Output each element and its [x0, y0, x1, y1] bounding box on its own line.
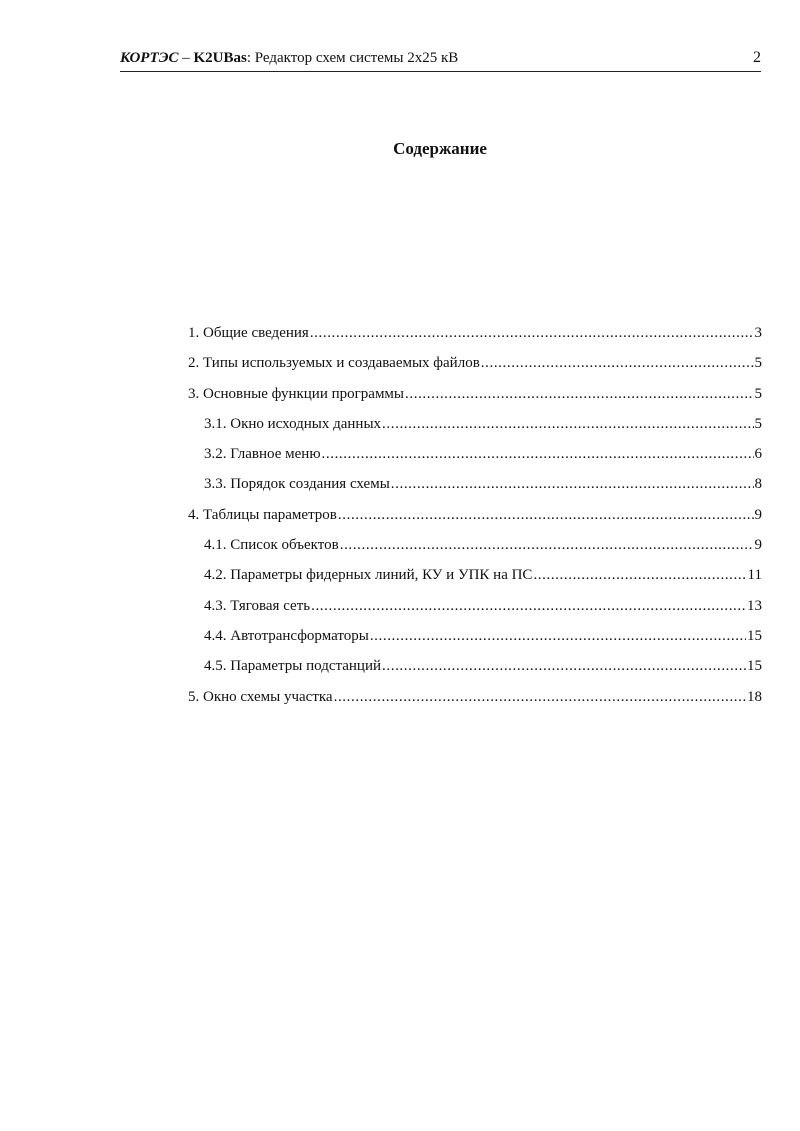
toc-entry[interactable] — [188, 621, 762, 651]
header-page-number: 2 — [753, 49, 761, 66]
toc-dot-leader — [310, 318, 754, 348]
toc-entry[interactable] — [188, 469, 762, 499]
toc-dot-leader — [334, 682, 746, 712]
toc-entry-label: 2. Типы используемых и создаваемых файлов — [188, 355, 480, 372]
page-title: Содержание — [393, 139, 487, 158]
toc-entry-label: 4.3. Тяговая сеть — [204, 597, 311, 614]
toc-entry-page: 11 — [747, 567, 762, 584]
toc-dot-leader — [382, 651, 746, 681]
toc-entry[interactable] — [188, 530, 762, 560]
toc-entry-label: 3.2. Главное меню — [204, 446, 321, 463]
header-product: K2UBas — [193, 50, 247, 66]
toc-entry-page: 3 — [754, 325, 762, 341]
toc-entry-label: 4.2. Параметры фидерных линий, КУ и УПК на ПС — [204, 567, 533, 584]
toc-entry[interactable] — [188, 379, 762, 409]
toc-entry-label: 3. Основные функции программы — [188, 385, 405, 402]
toc-entry-label: 3.3. Порядок создания схемы — [204, 476, 390, 493]
page-header — [120, 47, 761, 72]
toc-entry-label: 4. Таблицы параметров — [188, 506, 337, 523]
toc-dot-leader — [481, 348, 754, 378]
toc-entry-page: 13 — [747, 597, 762, 614]
toc-dot-leader — [391, 469, 754, 499]
toc-entry-label: 5. Окно схемы участка — [188, 688, 333, 705]
toc-entry-page: 8 — [754, 476, 762, 493]
header-title — [120, 47, 458, 69]
toc-entry[interactable] — [188, 409, 762, 439]
header-brand: КОРТЭС — [120, 50, 179, 66]
toc-entry-page: 5 — [754, 355, 762, 372]
toc-dot-leader — [533, 560, 746, 590]
toc-entry-page: 9 — [754, 537, 762, 554]
toc-entry-page: 9 — [754, 506, 762, 523]
toc-entry-label: 1. Общие сведения — [188, 325, 309, 341]
toc-dot-leader — [370, 621, 746, 651]
toc-dot-leader — [382, 409, 753, 439]
table-of-contents — [188, 318, 762, 712]
toc-dot-leader — [340, 530, 754, 560]
toc-entry[interactable] — [188, 500, 762, 530]
toc-entry[interactable] — [188, 318, 762, 348]
toc-entry-label: 4.5. Параметры подстанций — [204, 658, 382, 675]
toc-entry[interactable] — [188, 682, 762, 712]
toc-entry-page: 18 — [747, 688, 762, 705]
toc-dot-leader — [405, 379, 753, 409]
toc-entry[interactable] — [188, 348, 762, 378]
toc-entry[interactable] — [188, 439, 762, 469]
toc-entry-page: 6 — [754, 446, 762, 463]
toc-entry[interactable] — [188, 651, 762, 681]
header-dash: – — [178, 50, 194, 66]
header-subtitle: : Редактор схем системы 2х25 кВ — [246, 50, 459, 66]
toc-entry[interactable] — [188, 560, 762, 590]
toc-entry-page: 5 — [754, 415, 762, 432]
toc-dot-leader — [322, 439, 754, 469]
toc-dot-leader — [311, 591, 746, 621]
toc-entry-label: 4.4. Автотрансформаторы — [204, 627, 369, 644]
toc-entry[interactable] — [188, 591, 762, 621]
toc-entry-page: 15 — [747, 627, 762, 644]
toc-entry-label: 3.1. Окно исходных данных — [204, 415, 382, 432]
toc-dot-leader — [338, 500, 754, 530]
toc-entry-page: 5 — [754, 385, 762, 402]
toc-entry-label: 4.1. Список объектов — [204, 537, 339, 554]
toc-entry-page: 15 — [747, 658, 762, 675]
